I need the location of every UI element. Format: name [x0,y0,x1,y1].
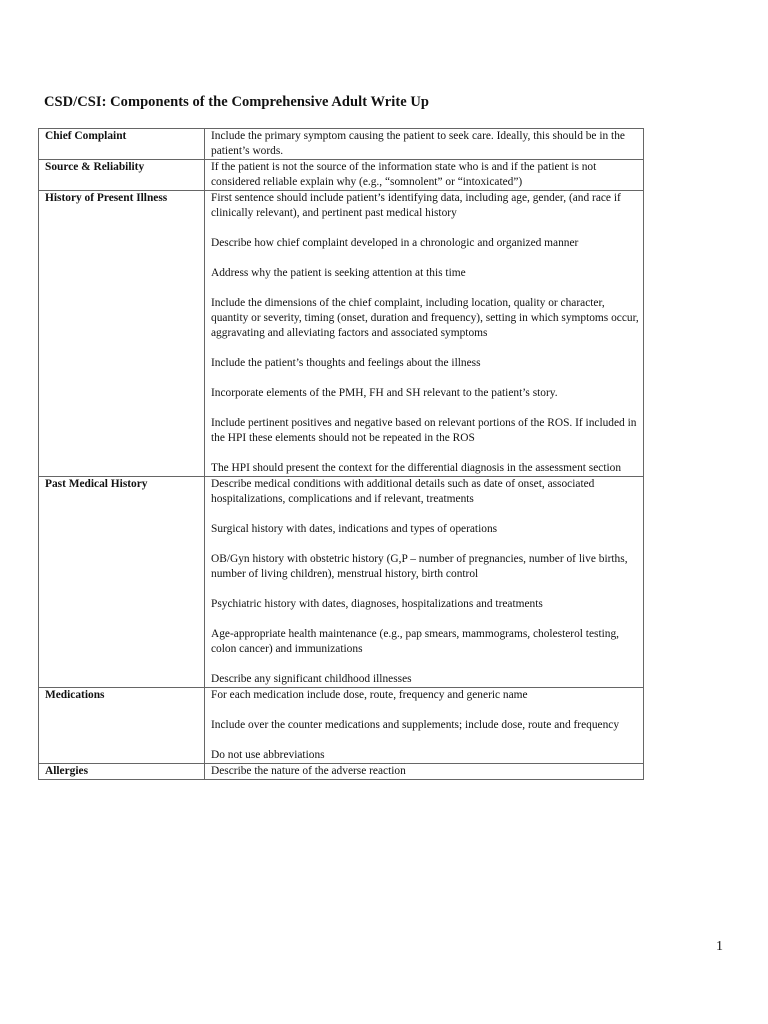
row-label: History of Present Illness [39,191,205,477]
description-entry: Describe medical conditions with additional details such as date of onset, associated hospitalizations, complications and if relevant, treatments [211,478,595,505]
row-label: Source & Reliability [39,160,205,191]
description-entry: Psychiatric history with dates, diagnoses, hospitalizations and treatments [211,598,543,610]
row-description [205,191,644,477]
description-entry: Include pertinent positives and negative based on relevant portions of the ROS. If included in the HPI these elements should not be repeated in the ROS [211,417,637,444]
table-row-history-present-illness [39,191,644,477]
table-row-past-medical-history [39,477,644,688]
table-row-source-reliability [39,160,644,191]
description-entry: Include the primary symptom causing the patient to seek care. Ideally, this should be in the patient’s words. [211,130,625,157]
description-entry: Address why the patient is seeking attention at this time [211,267,466,279]
description-entry: Include over the counter medications and supplements; include dose, route and frequency [211,719,620,731]
row-label: Past Medical History [39,477,205,688]
row-description [205,477,644,688]
row-description [205,160,644,191]
row-label: Allergies [39,764,205,780]
description-entry: Include the patient’s thoughts and feelings about the illness [211,357,481,369]
table-row-allergies [39,764,644,780]
description-entry: Do not use abbreviations [211,749,325,761]
description-entry: First sentence should include patient’s identifying data, including age, gender, (and race if clinically relevant), and pertinent past medical history [211,192,621,219]
row-label: Medications [39,688,205,764]
page-number: 1 [716,939,723,954]
page-title: CSD/CSI: Components of the Comprehensive Adult Write Up [44,94,430,110]
description-entry: Age-appropriate health maintenance (e.g., pap smears, mammograms, cholesterol testing, colon cancer) and immunizations [211,628,620,655]
table-row-chief-complaint [39,129,644,160]
write-up-components-table [38,128,644,780]
description-entry: For each medication include dose, route, frequency and generic name [211,689,528,701]
description-entry: Include the dimensions of the chief complaint, including location, quality or character, quantity or severity, timing (onset, duration and frequency), setting in which symptoms occur, aggravating and alleviating factors and associated symptoms [211,297,639,339]
description-entry: Surgical history with dates, indications and types of operations [211,523,498,535]
row-description [205,764,644,780]
row-description [205,688,644,764]
description-entry: Describe the nature of the adverse reaction [211,765,406,777]
row-label: Chief Complaint [39,129,205,160]
description-entry: Incorporate elements of the PMH, FH and SH relevant to the patient’s story. [211,387,558,399]
description-entry: Describe any significant childhood illnesses [211,673,412,685]
description-entry: If the patient is not the source of the information state who is and if the patient is not considered reliable explain why (e.g., “somnolent” or “intoxicated”) [211,161,597,188]
description-entry: OB/Gyn history with obstetric history (G,P – number of pregnancies, number of live births, number of living children), menstrual history, birth control [211,553,628,580]
table-row-medications [39,688,644,764]
row-description [205,129,644,160]
description-entry: The HPI should present the context for the differential diagnosis in the assessment section [211,462,622,474]
description-entry: Describe how chief complaint developed in a chronologic and organized manner [211,237,579,249]
